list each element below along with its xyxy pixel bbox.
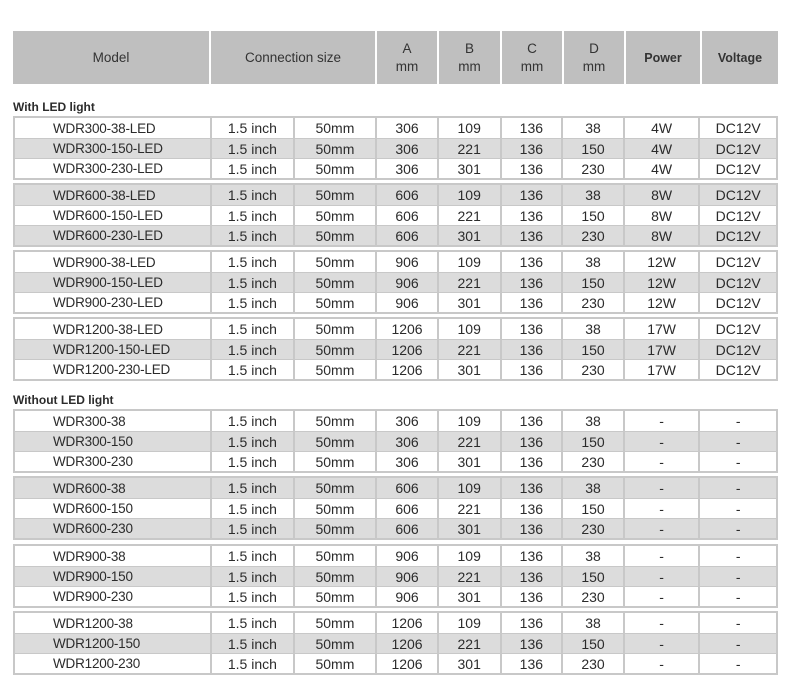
cell-c: 136: [502, 432, 564, 451]
cell-d: 150: [563, 273, 625, 292]
cell-b: 301: [439, 226, 502, 245]
cell-c: 136: [502, 478, 564, 498]
table-row: [15, 158, 776, 178]
cell-voltage: -: [700, 478, 776, 498]
cell-c: 136: [502, 519, 564, 538]
cell-d: 230: [563, 226, 625, 245]
cell-a: 906: [377, 273, 439, 292]
cell-voltage: DC12V: [700, 273, 776, 292]
cell-voltage: DC12V: [700, 118, 776, 138]
cell-inch: 1.5 inch: [212, 293, 295, 312]
table-row: [15, 138, 776, 158]
cell-inch: 1.5 inch: [212, 118, 295, 138]
row-group: [13, 544, 778, 608]
cell-b: 221: [439, 499, 502, 518]
cell-model: WDR600-150-LED: [15, 206, 212, 225]
table-row: [15, 546, 776, 566]
cell-mm: 50mm: [295, 319, 378, 339]
cell-model: WDR300-150-LED: [15, 139, 212, 158]
cell-d: 150: [563, 206, 625, 225]
cell-mm: 50mm: [295, 411, 378, 431]
header-d: D mm: [564, 31, 626, 84]
cell-voltage: -: [700, 654, 776, 673]
cell-mm: 50mm: [295, 634, 378, 653]
table-row: [15, 292, 776, 312]
cell-model: WDR600-230: [15, 519, 212, 538]
cell-model: WDR600-150: [15, 499, 212, 518]
cell-mm: 50mm: [295, 432, 378, 451]
cell-a: 1206: [377, 340, 439, 359]
section-label: Without LED light: [13, 393, 114, 407]
cell-voltage: -: [700, 519, 776, 538]
cell-inch: 1.5 inch: [212, 587, 295, 606]
cell-mm: 50mm: [295, 567, 378, 586]
cell-model: WDR300-230: [15, 452, 212, 471]
cell-d: 38: [563, 613, 625, 633]
cell-d: 38: [563, 411, 625, 431]
cell-a: 1206: [377, 360, 439, 379]
cell-model: WDR1200-150-LED: [15, 340, 212, 359]
cell-d: 230: [563, 519, 625, 538]
cell-b: 109: [439, 319, 502, 339]
cell-voltage: -: [700, 452, 776, 471]
cell-inch: 1.5 inch: [212, 185, 295, 205]
cell-voltage: DC12V: [700, 340, 776, 359]
cell-c: 136: [502, 293, 564, 312]
cell-d: 38: [563, 319, 625, 339]
header-power: Power: [626, 31, 702, 84]
table-row: [15, 118, 776, 138]
cell-a: 906: [377, 252, 439, 272]
cell-mm: 50mm: [295, 118, 378, 138]
cell-model: WDR300-150: [15, 432, 212, 451]
cell-c: 136: [502, 452, 564, 471]
cell-a: 306: [377, 139, 439, 158]
cell-b: 301: [439, 587, 502, 606]
cell-c: 136: [502, 634, 564, 653]
cell-mm: 50mm: [295, 499, 378, 518]
cell-a: 906: [377, 546, 439, 566]
cell-voltage: DC12V: [700, 226, 776, 245]
cell-a: 906: [377, 293, 439, 312]
cell-inch: 1.5 inch: [212, 319, 295, 339]
cell-c: 136: [502, 499, 564, 518]
cell-power: 17W: [625, 319, 701, 339]
cell-c: 136: [502, 567, 564, 586]
cell-c: 136: [502, 411, 564, 431]
cell-inch: 1.5 inch: [212, 159, 295, 178]
header-voltage: Voltage: [702, 31, 778, 84]
cell-voltage: -: [700, 634, 776, 653]
cell-mm: 50mm: [295, 139, 378, 158]
cell-power: -: [625, 411, 701, 431]
cell-power: 4W: [625, 118, 701, 138]
cell-c: 136: [502, 654, 564, 673]
cell-b: 301: [439, 452, 502, 471]
cell-power: -: [625, 519, 701, 538]
row-group: [13, 476, 778, 540]
cell-mm: 50mm: [295, 519, 378, 538]
cell-inch: 1.5 inch: [212, 252, 295, 272]
table-row: [15, 359, 776, 379]
cell-b: 301: [439, 360, 502, 379]
cell-voltage: DC12V: [700, 293, 776, 312]
cell-d: 150: [563, 634, 625, 653]
table-row: [15, 225, 776, 245]
cell-c: 136: [502, 252, 564, 272]
table-row: [15, 319, 776, 339]
cell-c: 136: [502, 360, 564, 379]
cell-b: 109: [439, 546, 502, 566]
table-row: [15, 478, 776, 498]
cell-a: 1206: [377, 654, 439, 673]
cell-a: 306: [377, 118, 439, 138]
cell-d: 230: [563, 360, 625, 379]
cell-c: 136: [502, 159, 564, 178]
cell-power: -: [625, 432, 701, 451]
cell-power: 17W: [625, 360, 701, 379]
cell-d: 230: [563, 293, 625, 312]
cell-model: WDR900-38: [15, 546, 212, 566]
cell-mm: 50mm: [295, 293, 378, 312]
table-row: [15, 566, 776, 586]
table-row: [15, 272, 776, 292]
row-group: [13, 116, 778, 180]
cell-mm: 50mm: [295, 159, 378, 178]
cell-model: WDR900-150-LED: [15, 273, 212, 292]
cell-b: 301: [439, 519, 502, 538]
table-row: [15, 451, 776, 471]
cell-model: WDR600-38: [15, 478, 212, 498]
table-row: [15, 252, 776, 272]
cell-model: WDR900-38-LED: [15, 252, 212, 272]
table-header: [13, 31, 778, 84]
cell-d: 150: [563, 139, 625, 158]
cell-c: 136: [502, 587, 564, 606]
cell-mm: 50mm: [295, 654, 378, 673]
cell-power: 8W: [625, 226, 701, 245]
cell-b: 221: [439, 340, 502, 359]
cell-inch: 1.5 inch: [212, 452, 295, 471]
cell-voltage: DC12V: [700, 360, 776, 379]
cell-mm: 50mm: [295, 546, 378, 566]
cell-voltage: -: [700, 411, 776, 431]
cell-voltage: -: [700, 546, 776, 566]
cell-inch: 1.5 inch: [212, 567, 295, 586]
cell-model: WDR300-38: [15, 411, 212, 431]
cell-inch: 1.5 inch: [212, 499, 295, 518]
cell-inch: 1.5 inch: [212, 432, 295, 451]
cell-power: -: [625, 654, 701, 673]
cell-model: WDR1200-38: [15, 613, 212, 633]
cell-mm: 50mm: [295, 252, 378, 272]
cell-power: -: [625, 452, 701, 471]
cell-b: 109: [439, 252, 502, 272]
cell-voltage: -: [700, 613, 776, 633]
cell-a: 1206: [377, 613, 439, 633]
cell-mm: 50mm: [295, 185, 378, 205]
row-group: [13, 183, 778, 247]
cell-a: 1206: [377, 634, 439, 653]
cell-inch: 1.5 inch: [212, 519, 295, 538]
cell-inch: 1.5 inch: [212, 613, 295, 633]
cell-c: 136: [502, 185, 564, 205]
cell-d: 150: [563, 432, 625, 451]
cell-power: 4W: [625, 159, 701, 178]
cell-inch: 1.5 inch: [212, 206, 295, 225]
cell-mm: 50mm: [295, 273, 378, 292]
table-row: [15, 518, 776, 538]
header-a: A mm: [377, 31, 439, 84]
cell-inch: 1.5 inch: [212, 411, 295, 431]
cell-power: -: [625, 546, 701, 566]
cell-power: 17W: [625, 340, 701, 359]
row-group: [13, 250, 778, 314]
cell-voltage: -: [700, 567, 776, 586]
cell-inch: 1.5 inch: [212, 226, 295, 245]
cell-b: 109: [439, 118, 502, 138]
cell-b: 221: [439, 139, 502, 158]
cell-a: 606: [377, 185, 439, 205]
cell-power: -: [625, 634, 701, 653]
cell-mm: 50mm: [295, 587, 378, 606]
row-group: [13, 409, 778, 473]
cell-b: 109: [439, 411, 502, 431]
cell-mm: 50mm: [295, 206, 378, 225]
cell-b: 221: [439, 432, 502, 451]
table-row: [15, 411, 776, 431]
header-c: C mm: [502, 31, 564, 84]
cell-voltage: DC12V: [700, 319, 776, 339]
cell-b: 109: [439, 185, 502, 205]
cell-a: 306: [377, 411, 439, 431]
cell-c: 136: [502, 340, 564, 359]
cell-a: 906: [377, 587, 439, 606]
cell-a: 1206: [377, 319, 439, 339]
cell-d: 38: [563, 185, 625, 205]
cell-b: 221: [439, 206, 502, 225]
cell-c: 136: [502, 319, 564, 339]
cell-mm: 50mm: [295, 226, 378, 245]
section-label: With LED light: [13, 100, 95, 114]
cell-d: 38: [563, 252, 625, 272]
cell-power: 8W: [625, 206, 701, 225]
cell-b: 221: [439, 634, 502, 653]
cell-b: 109: [439, 613, 502, 633]
table-row: [15, 653, 776, 673]
cell-a: 306: [377, 432, 439, 451]
cell-inch: 1.5 inch: [212, 478, 295, 498]
cell-c: 136: [502, 206, 564, 225]
cell-d: 38: [563, 118, 625, 138]
cell-mm: 50mm: [295, 478, 378, 498]
cell-a: 606: [377, 499, 439, 518]
cell-model: WDR1200-230: [15, 654, 212, 673]
cell-power: 12W: [625, 273, 701, 292]
cell-d: 230: [563, 452, 625, 471]
cell-d: 38: [563, 546, 625, 566]
cell-model: WDR600-38-LED: [15, 185, 212, 205]
cell-b: 301: [439, 654, 502, 673]
cell-inch: 1.5 inch: [212, 273, 295, 292]
cell-voltage: DC12V: [700, 206, 776, 225]
cell-c: 136: [502, 546, 564, 566]
cell-b: 221: [439, 273, 502, 292]
cell-d: 150: [563, 567, 625, 586]
cell-power: -: [625, 587, 701, 606]
header-connection-size: Connection size: [211, 31, 377, 84]
cell-power: 12W: [625, 293, 701, 312]
cell-a: 606: [377, 206, 439, 225]
cell-b: 301: [439, 159, 502, 178]
cell-b: 301: [439, 293, 502, 312]
header-model: Model: [13, 31, 211, 84]
cell-model: WDR900-230-LED: [15, 293, 212, 312]
table-row: [15, 339, 776, 359]
cell-a: 906: [377, 567, 439, 586]
cell-inch: 1.5 inch: [212, 654, 295, 673]
cell-d: 150: [563, 340, 625, 359]
cell-d: 38: [563, 478, 625, 498]
row-group: [13, 611, 778, 675]
cell-a: 306: [377, 159, 439, 178]
cell-a: 606: [377, 478, 439, 498]
cell-power: -: [625, 499, 701, 518]
cell-d: 230: [563, 654, 625, 673]
cell-b: 109: [439, 478, 502, 498]
table-row: [15, 586, 776, 606]
table-row: [15, 205, 776, 225]
cell-c: 136: [502, 273, 564, 292]
cell-a: 606: [377, 519, 439, 538]
cell-voltage: DC12V: [700, 252, 776, 272]
cell-d: 230: [563, 159, 625, 178]
cell-voltage: DC12V: [700, 185, 776, 205]
cell-voltage: -: [700, 432, 776, 451]
cell-c: 136: [502, 226, 564, 245]
cell-mm: 50mm: [295, 452, 378, 471]
cell-voltage: DC12V: [700, 139, 776, 158]
row-group: [13, 317, 778, 381]
cell-c: 136: [502, 118, 564, 138]
table-row: [15, 431, 776, 451]
cell-model: WDR1200-38-LED: [15, 319, 212, 339]
cell-c: 136: [502, 139, 564, 158]
cell-inch: 1.5 inch: [212, 634, 295, 653]
cell-voltage: -: [700, 587, 776, 606]
cell-power: -: [625, 567, 701, 586]
cell-voltage: -: [700, 499, 776, 518]
cell-power: 4W: [625, 139, 701, 158]
cell-inch: 1.5 inch: [212, 360, 295, 379]
cell-power: 8W: [625, 185, 701, 205]
cell-model: WDR300-230-LED: [15, 159, 212, 178]
cell-mm: 50mm: [295, 360, 378, 379]
cell-a: 606: [377, 226, 439, 245]
cell-c: 136: [502, 613, 564, 633]
cell-d: 230: [563, 587, 625, 606]
cell-mm: 50mm: [295, 613, 378, 633]
table-row: [15, 498, 776, 518]
cell-inch: 1.5 inch: [212, 340, 295, 359]
cell-power: -: [625, 613, 701, 633]
cell-power: -: [625, 478, 701, 498]
cell-inch: 1.5 inch: [212, 139, 295, 158]
cell-model: WDR600-230-LED: [15, 226, 212, 245]
cell-mm: 50mm: [295, 340, 378, 359]
table-row: [15, 185, 776, 205]
cell-voltage: DC12V: [700, 159, 776, 178]
cell-model: WDR900-230: [15, 587, 212, 606]
cell-power: 12W: [625, 252, 701, 272]
cell-model: WDR900-150: [15, 567, 212, 586]
cell-model: WDR1200-230-LED: [15, 360, 212, 379]
cell-b: 221: [439, 567, 502, 586]
cell-a: 306: [377, 452, 439, 471]
table-row: [15, 613, 776, 633]
cell-inch: 1.5 inch: [212, 546, 295, 566]
cell-model: WDR300-38-LED: [15, 118, 212, 138]
cell-model: WDR1200-150: [15, 634, 212, 653]
header-b: B mm: [439, 31, 502, 84]
cell-d: 150: [563, 499, 625, 518]
table-row: [15, 633, 776, 653]
